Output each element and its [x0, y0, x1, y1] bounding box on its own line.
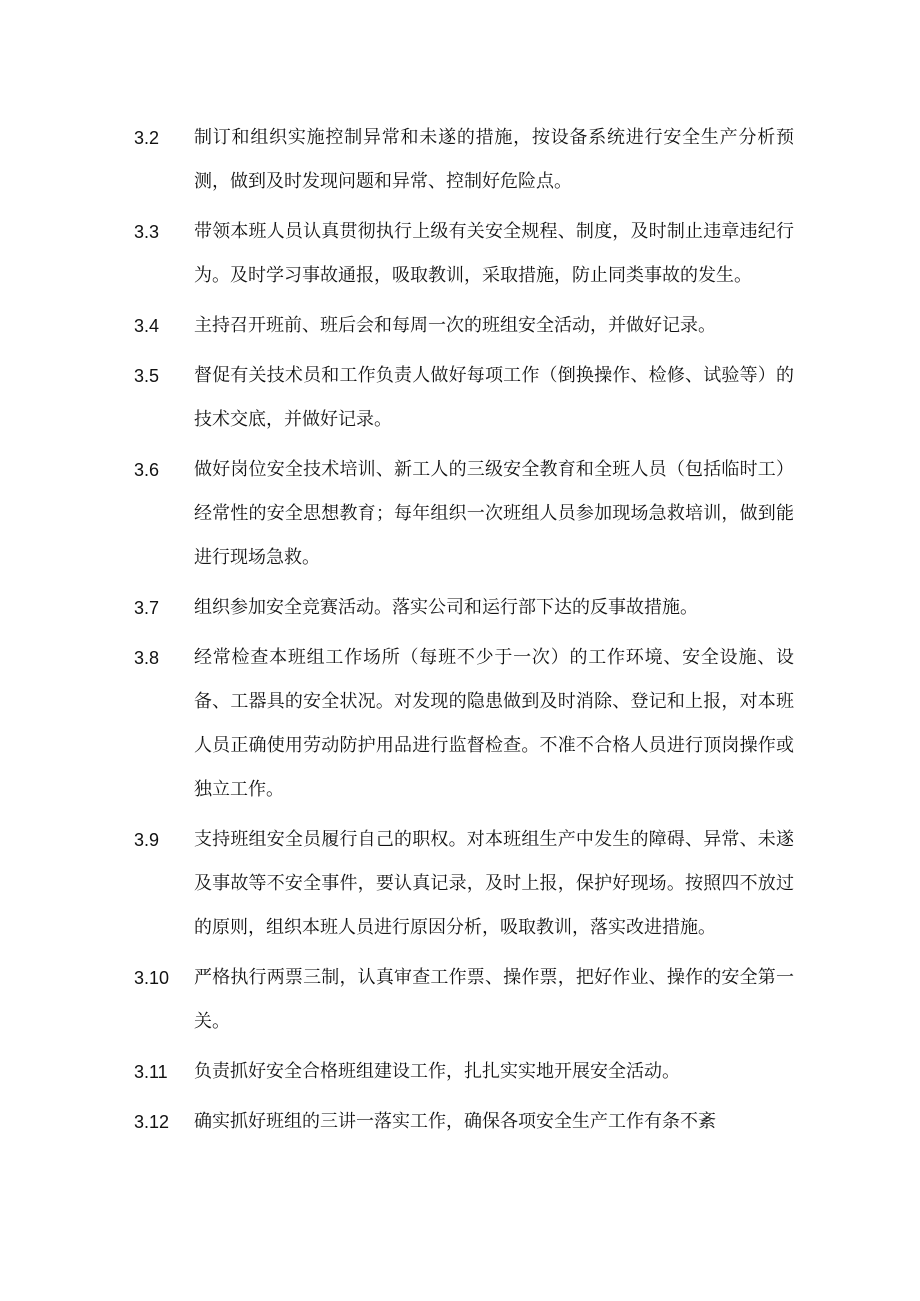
clause-text: 确实抓好班组的三讲一落实工作，确保各项安全生产工作有条不紊 [194, 1111, 716, 1132]
clause-number: 3.9 [134, 830, 160, 850]
clause-3-11 [134, 1050, 794, 1094]
clause-number: 3.5 [134, 366, 160, 386]
clause-3-9 [134, 818, 794, 950]
clause-text: 严格执行两票三制，认真审查工作票、操作票，把好作业、操作的安全第一关。 [194, 967, 794, 1032]
clause-3-3 [134, 210, 794, 298]
clause-number: 3.6 [134, 460, 160, 480]
document-body [134, 116, 794, 1150]
clause-number: 3.2 [134, 128, 160, 148]
clause-3-2 [134, 116, 794, 204]
clause-3-4 [134, 304, 794, 348]
clause-3-7 [134, 586, 794, 630]
clause-number: 3.7 [134, 598, 160, 618]
clause-3-8 [134, 636, 794, 812]
clause-3-10 [134, 956, 794, 1044]
clause-text: 主持召开班前、班后会和每周一次的班组安全活动，并做好记录。 [194, 315, 716, 336]
clause-3-5 [134, 354, 794, 442]
clause-number: 3.10 [134, 968, 170, 988]
clause-text: 负责抓好安全合格班组建设工作，扎扎实实地开展安全活动。 [194, 1061, 680, 1082]
clause-3-6 [134, 448, 794, 580]
clause-text: 做好岗位安全技术培训、新工人的三级安全教育和全班人员（包括临时工）经常性的安全思想教育；每年组织一次班组人员参加现场急救培训，做到能进行现场急救。 [194, 459, 794, 568]
clause-number: 3.11 [134, 1062, 168, 1082]
clause-number: 3.8 [134, 648, 160, 668]
clause-number: 3.3 [134, 222, 160, 242]
clause-text: 组织参加安全竞赛活动。落实公司和运行部下达的反事故措施。 [194, 597, 698, 618]
clause-text: 督促有关技术员和工作负责人做好每项工作（倒换操作、检修、试验等）的技术交底，并做好记录。 [194, 365, 794, 430]
clause-text: 支持班组安全员履行自己的职权。对本班组生产中发生的障碍、异常、未遂及事故等不安全事件，要认真记录，及时上报，保护好现场。按照四不放过的原则，组织本班人员进行原因分析，吸取教训，落实改进措施。 [194, 829, 794, 938]
clause-text: 经常检查本班组工作场所（每班不少于一次）的工作环境、安全设施、设备、工器具的安全状况。对发现的隐患做到及时消除、登记和上报，对本班人员正确使用劳动防护用品进行监督检查。不准不合格人员进行顶岗操作或独立工作。 [194, 647, 794, 800]
clause-text: 制订和组织实施控制异常和未遂的措施，按设备系统进行安全生产分析预测，做到及时发现问题和异常、控制好危险点。 [194, 127, 794, 192]
clause-number: 3.12 [134, 1112, 170, 1132]
clause-3-12 [134, 1100, 794, 1144]
clause-number: 3.4 [134, 316, 160, 336]
clause-text: 带领本班人员认真贯彻执行上级有关安全规程、制度，及时制止违章违纪行为。及时学习事故通报，吸取教训，采取措施，防止同类事故的发生。 [194, 221, 794, 286]
